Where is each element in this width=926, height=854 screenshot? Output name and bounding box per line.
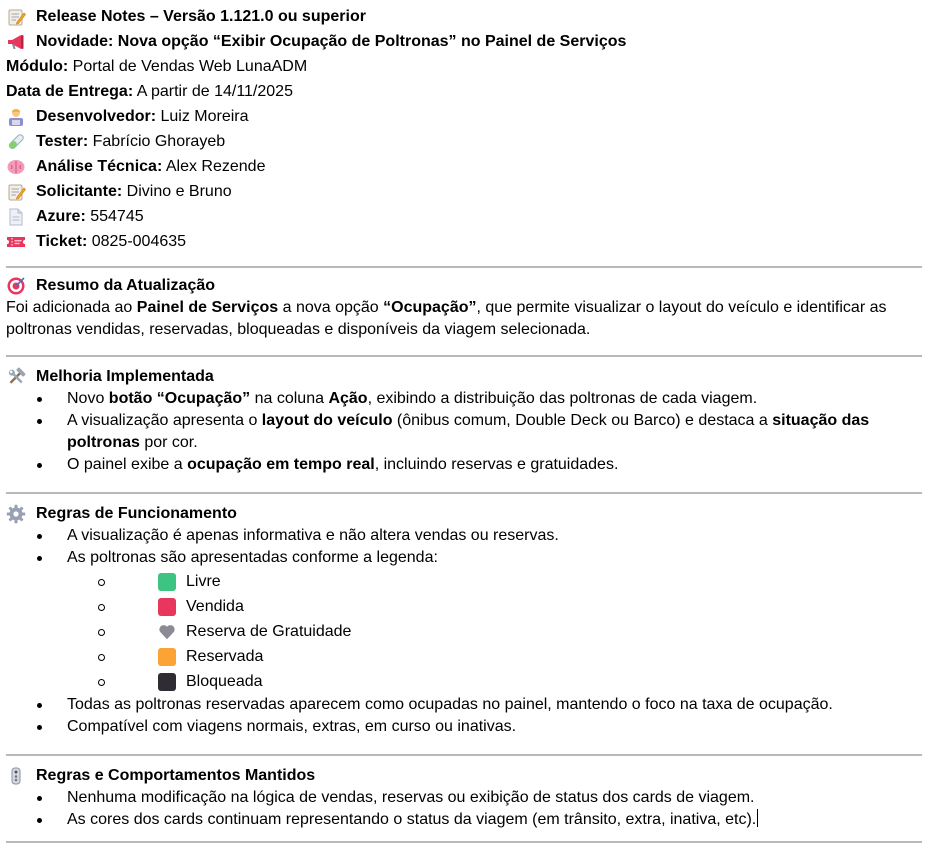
summary-section-title (6, 275, 926, 297)
list-item (6, 547, 926, 569)
date-value: A partir de 14/11/2025 (133, 82, 293, 100)
date-line (6, 79, 926, 104)
improvement-1-text-c: na coluna (250, 390, 329, 407)
tester-value: Fabrício Ghorayeb (88, 132, 226, 150)
azure-line (6, 204, 926, 229)
tester-line (6, 129, 926, 154)
ticket-value: 0825-004635 (87, 232, 187, 250)
list-item (6, 454, 926, 476)
brain-icon (6, 157, 26, 177)
improvement-3-text-a: O painel exibe a (67, 456, 188, 473)
tester-label: Tester: (36, 132, 89, 150)
summary-text-1: Foi adicionada ao (6, 299, 137, 316)
list-item (6, 388, 926, 410)
remote-control-icon (6, 766, 26, 786)
date-label: Data de Entrega: (6, 82, 134, 100)
red-square-icon (158, 598, 176, 616)
document-icon (6, 207, 26, 227)
rules-section-title (6, 503, 926, 525)
rule-3-text: Todas as poltronas reservadas aparecem como ocupadas no painel, mantendo o foco na taxa de ocupação. (67, 696, 833, 713)
list-item (6, 809, 926, 831)
legend-item (6, 594, 926, 619)
summary-text-3: , que permite visualizar o layout do veículo e identificar as poltronas vendidas, reservadas, bloqueadas e disponíveis da viagem selecionada. (6, 299, 887, 338)
azure-value: 554745 (85, 207, 144, 225)
summary-bold-1: Painel de Serviços (136, 299, 279, 316)
module-line (6, 54, 926, 79)
requester-line (6, 179, 926, 204)
improvement-1-text-e: , exibindo a distribuição das poltronas de cada viagem. (367, 390, 758, 407)
module-label: Módulo: (6, 57, 69, 75)
news-title-line (6, 29, 926, 54)
improvement-list (6, 388, 926, 476)
test-tube-icon (6, 132, 26, 152)
memo-icon (6, 7, 26, 27)
summary-bold-2: “Ocupação” (383, 299, 477, 316)
rule-1-text: A visualização é apenas informativa e não altera vendas ou reservas. (67, 527, 559, 544)
legend-label: Reserva de Gratuidade (186, 622, 352, 640)
list-item (6, 525, 926, 547)
ticket-label: Ticket: (36, 232, 88, 250)
list-item (6, 787, 926, 809)
rules-list (6, 525, 926, 569)
list-item (6, 694, 926, 716)
improvement-3-bold-b: ocupação em tempo real (187, 456, 375, 473)
gear-icon (6, 504, 26, 524)
requester-value: Divino e Bruno (122, 182, 232, 200)
kept-title: Regras e Comportamentos Mantidos (36, 767, 316, 784)
legend-item (6, 569, 926, 594)
improvement-1-bold-d: Ação (328, 390, 368, 407)
kept-section-title (6, 765, 926, 787)
improvement-2-bold-d: situação das poltronas (67, 412, 870, 451)
ticket-icon (6, 232, 26, 252)
summary-paragraph (6, 297, 916, 341)
improvement-2-text-c: (ônibus comum, Double Deck ou Barco) e destaca a (392, 412, 773, 429)
legend-label: Livre (186, 572, 221, 590)
megaphone-icon (6, 32, 26, 52)
improvement-1-bold-b: botão “Ocupação” (108, 390, 251, 407)
news-title: Novidade: Nova opção “Exibir Ocupação de Poltronas” no Painel de Serviços (36, 32, 627, 50)
legend-item (6, 644, 926, 669)
azure-label: Azure: (36, 207, 86, 225)
developer-label: Desenvolvedor: (36, 107, 157, 125)
kept-2-text: As cores dos cards continuam representando o status da viagem (em trânsito, extra, inativa, etc). (67, 811, 757, 828)
rules-list-continued (6, 694, 926, 738)
developer-line (6, 104, 926, 129)
improvement-2-text-e: por cor. (139, 434, 198, 451)
kept-list (6, 787, 926, 831)
module-value: Portal de Vendas Web LunaADM (68, 57, 308, 75)
grey-heart-icon (158, 623, 176, 641)
list-item (6, 410, 926, 454)
rules-title: Regras de Funcionamento (36, 505, 237, 522)
ticket-line (6, 229, 926, 254)
list-item (6, 716, 926, 738)
orange-square-icon (158, 648, 176, 666)
green-square-icon (158, 573, 176, 591)
target-icon (6, 276, 26, 296)
memo-icon (6, 182, 26, 202)
analysis-value: Alex Rezende (162, 157, 266, 175)
release-title: Release Notes – Versão 1.121.0 ou superior (36, 7, 366, 25)
tools-icon (6, 367, 26, 387)
legend-item (6, 669, 926, 694)
analysis-line (6, 154, 926, 179)
developer-icon (6, 107, 26, 127)
developer-value: Luiz Moreira (156, 107, 249, 125)
requester-label: Solicitante: (36, 182, 123, 200)
release-title-line (6, 4, 926, 29)
legend-label: Vendida (186, 597, 244, 615)
improvement-2-bold-b: layout do veículo (261, 412, 393, 429)
kept-1-text: Nenhuma modificação na lógica de vendas, reservas ou exibição de status dos cards de viagem. (67, 789, 755, 806)
legend-item (6, 619, 926, 644)
text-cursor (757, 809, 758, 827)
analysis-label: Análise Técnica: (36, 157, 163, 175)
summary-title: Resumo da Atualização (36, 277, 216, 294)
rule-2-text: As poltronas são apresentadas conforme a legenda: (67, 549, 438, 566)
legend-list (6, 569, 926, 694)
improvement-title: Melhoria Implementada (36, 368, 214, 385)
rule-4-text: Compatível com viagens normais, extras, em curso ou inativas. (67, 718, 517, 735)
legend-label: Reservada (186, 647, 264, 665)
improvement-2-text-a: A visualização apresenta o (67, 412, 262, 429)
legend-label: Bloqueada (186, 672, 263, 690)
divider (6, 841, 922, 843)
improvement-3-text-c: , incluindo reservas e gratuidades. (374, 456, 619, 473)
black-square-icon (158, 673, 176, 691)
improvement-section-title (6, 366, 926, 388)
summary-text-2: a nova opção (278, 299, 384, 316)
improvement-1-text-a: Novo (67, 390, 109, 407)
